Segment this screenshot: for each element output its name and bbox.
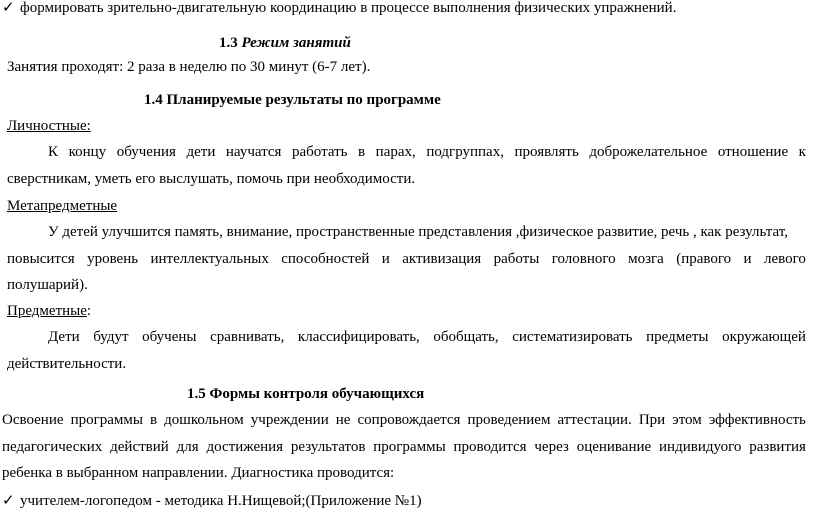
word: к — [798, 144, 806, 160]
word: способностей — [281, 251, 370, 267]
word: развития — [749, 439, 806, 455]
word: При — [638, 412, 666, 428]
personal-line-1 — [48, 142, 806, 162]
section-heading-1-5: 1.5 Формы контроля обучающихся — [187, 386, 425, 402]
word: систематизировать — [512, 329, 633, 345]
word: Дети — [48, 329, 80, 345]
word: и — [743, 251, 752, 267]
word: подгруппах, — [426, 144, 504, 160]
metasubject-line-1: У детей улучшится память, внимание, пространственные представления ,физическое развитие, речь , как результат, — [48, 224, 788, 240]
word: окружающей — [722, 329, 806, 345]
word: аттестации. — [557, 412, 632, 428]
checkmark-icon: ✓ — [2, 493, 15, 509]
metasubject-line-2 — [7, 249, 806, 269]
metasubject-label: Метапредметные — [7, 198, 118, 214]
word: проведением — [467, 412, 551, 428]
word: проводится — [453, 439, 527, 455]
word: левого — [763, 251, 806, 267]
word: результатов — [290, 439, 366, 455]
word: сравнивать, — [210, 329, 285, 345]
subject-line-1 — [48, 327, 806, 347]
word: классифицировать, — [297, 329, 420, 345]
word: Освоение — [2, 412, 64, 428]
word: мозга — [628, 251, 664, 267]
word: в — [150, 412, 158, 428]
word: программы — [70, 412, 143, 428]
bullet-item-bottom — [2, 491, 422, 511]
word: программы — [373, 439, 446, 455]
section-heading-1-3: 1.3 Режим занятий — [219, 35, 351, 51]
word: парах, — [375, 144, 416, 160]
schedule-text: Занятия проходят: 2 раза в неделю по 30 минут (6-7 лет). — [7, 59, 371, 75]
word: педагогических — [2, 439, 103, 455]
word: головного — [551, 251, 616, 267]
word: работать — [291, 144, 348, 160]
control-line-1 — [2, 410, 806, 430]
word: сопровождается — [357, 412, 461, 428]
word: активизация — [402, 251, 482, 267]
word: через — [534, 439, 569, 455]
subject-label: Предметные: — [7, 303, 92, 319]
bullet-text: формировать зрительно-двигательную координацию в процессе выполнения физических упражнений. — [20, 0, 677, 16]
word: научатся — [225, 144, 282, 160]
checkmark-icon: ✓ — [2, 0, 15, 16]
word: концу — [68, 144, 107, 160]
word: будут — [93, 329, 129, 345]
word: оценивание — [576, 439, 652, 455]
word: достижения — [206, 439, 284, 455]
word: эффективность — [708, 412, 806, 428]
word: интеллектуальных — [150, 251, 269, 267]
section-heading-1-4: 1.4 Планируемые результаты по программе — [144, 92, 441, 108]
word: действий — [110, 439, 169, 455]
word: обобщать, — [433, 329, 499, 345]
word: не — [335, 412, 351, 428]
word: для — [176, 439, 199, 455]
word: работы — [493, 251, 540, 267]
word: обучения — [116, 144, 176, 160]
subject-line-2: действительности. — [7, 356, 127, 372]
word: уровень — [87, 251, 139, 267]
word: дошкольном — [164, 412, 244, 428]
control-line-3: ребенка в выбранном направлении. Диагностика проводится: — [2, 465, 395, 481]
word: К — [48, 144, 59, 160]
word: (правого — [676, 251, 732, 267]
word: отношение — [717, 144, 789, 160]
word: обучены — [142, 329, 197, 345]
word: дети — [186, 144, 216, 160]
word: повысится — [7, 251, 75, 267]
word: учреждении — [250, 412, 329, 428]
word: индивидуого — [659, 439, 742, 455]
word: в — [358, 144, 366, 160]
metasubject-line-3: полушарий). — [7, 277, 88, 293]
word: проявлять — [514, 144, 579, 160]
bullet-text: учителем-логопедом - методика Н.Нищевой;(Приложение №1) — [20, 493, 422, 509]
word: доброжелательное — [589, 144, 708, 160]
word: предметы — [646, 329, 709, 345]
word: и — [381, 251, 390, 267]
personal-label: Личностные: — [7, 118, 91, 134]
personal-line-2: сверстникам, уметь его выслушать, помочь при необходимости. — [7, 171, 416, 187]
word: этом — [672, 412, 702, 428]
bullet-item-top — [2, 0, 676, 18]
control-line-2 — [2, 437, 806, 457]
